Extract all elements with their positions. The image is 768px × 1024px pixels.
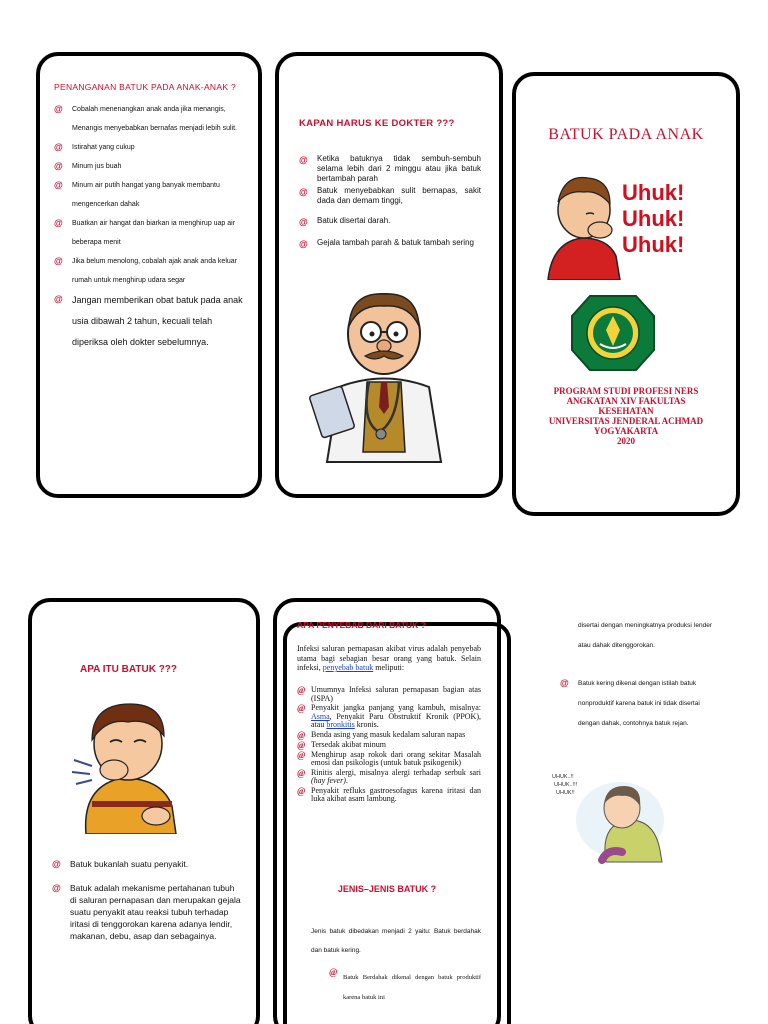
- bronkitis-link[interactable]: bronkitis: [326, 720, 355, 729]
- list-item: @ Batuk disertai darah.: [299, 216, 391, 227]
- uhuk-bubble-2: UHUK..!!!: [554, 782, 578, 788]
- panel-penanganan-batuk: [36, 52, 262, 498]
- at-bullet-icon: @: [297, 749, 306, 760]
- penyebab-batuk-link[interactable]: penyebab batuk: [322, 663, 374, 672]
- cover-title: BATUK PADA ANAK: [548, 126, 704, 143]
- uhuk-bubble-1: UHUK..!!: [552, 774, 574, 780]
- list-item: @ Batuk kering dikenal dengan istilah batuk nonproduktif karena batuk ini tidak disertai dengan dahak, contohnya batuk rejan.: [560, 674, 712, 734]
- doctor-illustration: [309, 282, 459, 468]
- asma-link[interactable]: Asma: [311, 711, 330, 721]
- list-item: @ Gejala tambah parah & batuk tambah sering: [299, 238, 474, 249]
- at-bullet-icon: @: [299, 155, 308, 165]
- at-bullet-icon: @: [329, 967, 338, 977]
- uhuk-bubble-3: UHUK!!: [556, 790, 575, 796]
- at-bullet-icon: @: [299, 239, 308, 249]
- panel-apa-itu-batuk: [28, 598, 260, 1024]
- uhuk-text-2: Uhuk!: [622, 206, 685, 231]
- at-bullet-icon: @: [297, 703, 306, 713]
- list-item: @ Umumnya Infeksi saluran pernapasan bagian atas (ISPA): [297, 685, 481, 703]
- at-bullet-icon: @: [54, 142, 63, 152]
- organization-name: PROGRAM STUDI PROFESI NERS ANGKATAN XIV FAKULTAS KESEHATAN UNIVERSITAS JENDERAL ACHMAD YOGYAKARTA 2020: [548, 386, 704, 446]
- list-item: @ Benda asing yang masuk kedalam saluran napas: [297, 729, 466, 740]
- at-bullet-icon: @: [297, 767, 306, 778]
- at-bullet-icon: @: [54, 294, 63, 304]
- list-item: @ Batuk adalah mekanisme pertahanan tubuh di saluran pernapasan dan merupakan gejala suatu penyakit atau reaksi tubuh terhadap iritasi di tenggorokan karena adanya lendir, makanan, debu, asap dan sebagainya.: [52, 883, 241, 941]
- at-bullet-icon: @: [54, 180, 63, 190]
- uhuk-text-3: Uhuk!: [622, 232, 685, 257]
- at-bullet-icon: @: [54, 218, 63, 228]
- at-bullet-icon: @: [54, 104, 63, 114]
- list-item: @ Batuk Berdahak dikenal dengan batuk produktif karena batuk ini: [329, 967, 481, 1001]
- panel-batuk-lanjutan: [552, 612, 728, 1024]
- list-item: @ Minum air putih hangat yang banyak membantu mengencerkan dahak: [54, 176, 246, 214]
- jenis-batuk-title: JENIS–JENIS BATUK ?: [337, 884, 437, 894]
- coughing-child-illustration: [52, 686, 228, 834]
- at-bullet-icon: @: [299, 217, 308, 227]
- list-item: @ Buatkan air hangat dan biarkan ia menghirup uap air beberapa menit: [54, 214, 246, 252]
- list-item: @ Istirahat yang cukup: [54, 138, 246, 157]
- at-bullet-icon: @: [297, 785, 306, 796]
- continuation-text: disertai dengan meningkatnya produksi lender atau dahak ditenggorokan.: [578, 622, 712, 649]
- penanganan-title: PENANGANAN BATUK PADA ANAK-ANAK ?: [54, 82, 236, 92]
- list-item: @ Batuk menyebabkan sulit bernapas, sakit dada dan demam tinggi,: [299, 186, 481, 205]
- panel-cover: [512, 72, 740, 516]
- at-bullet-icon: @: [54, 161, 63, 171]
- penanganan-list: [54, 100, 246, 353]
- apa-itu-list: [52, 858, 242, 954]
- kapan-title: KAPAN HARUS KE DOKTER ???: [299, 118, 455, 129]
- at-bullet-icon: @: [297, 685, 306, 695]
- kapan-list: [299, 154, 481, 260]
- list-item: @ Batuk bukanlah suatu penyakit.: [52, 859, 189, 869]
- list-item: @ Tersedak akibat minum: [297, 739, 386, 750]
- list-item: @ Jangan memberikan obat batuk pada anak usia dibawah 2 tahun, kecuali telah diperiksa oleh dokter sebelumnya.: [54, 290, 246, 353]
- list-item: @ Minum jus buah: [54, 157, 246, 176]
- at-bullet-icon: @: [297, 739, 306, 750]
- list-item: @ Penyakit jangka panjang yang kambuh, misalnya: Asma, Penyakit Paru Obstruktif Kronik (PPOK), atau bronkitis kronis.: [297, 703, 481, 729]
- list-item: @ Penyakit refluks gastroesofagus karena iritasi dan luka akibat asam lambung.: [297, 785, 481, 803]
- penyebab-intro: Infeksi saluran pernapasan akibat virus adalah penyebab utama bagi sebagian besar orang yang batuk. Selain infeksi, penyebab batuk meliputi:: [297, 644, 481, 672]
- uhuk-text-1: Uhuk!: [622, 180, 685, 205]
- coughing-toddler-illustration: [550, 764, 670, 864]
- at-bullet-icon: @: [54, 256, 63, 266]
- list-item: @ Jika belum menolong, cobalah ajak anak anda keluar rumah untuk menghirup udara segar: [54, 252, 246, 290]
- list-item: @ Menghirup asap rokok dari orang sekitar Masalah emosi dan psikologis (untuk batuk psikogenik): [297, 749, 481, 767]
- penyebab-list: [297, 686, 481, 805]
- coughing-boy-illustration: [538, 164, 714, 280]
- at-bullet-icon: @: [560, 678, 569, 688]
- apa-itu-title: APA ITU BATUK ???: [80, 664, 178, 675]
- penyebab-title: APA PENYEBAB DARI BATUK ?: [297, 620, 426, 630]
- at-bullet-icon: @: [299, 187, 308, 197]
- panel-penyebab-batuk: [273, 598, 513, 1024]
- at-bullet-icon: @: [52, 859, 61, 869]
- at-bullet-icon: @: [52, 883, 61, 893]
- list-item: @ Ketika batuknya tidak sembuh-sembuh selama lebih dari 2 minggu atau jika batuk bertambah parah: [299, 154, 481, 183]
- list-item: @ Rinitis alergi, misalnya alergi terhadap serbuk sari (hay fever).: [297, 767, 481, 785]
- panel-kapan-ke-dokter: [275, 52, 503, 498]
- list-item: @ Cobalah menenangkan anak anda jika menangis, Menangis menyebabkan bernafas menjadi lebih sulit.: [54, 100, 246, 138]
- jenis-batuk-text: Jenis batuk dibedakan menjadi 2 yaitu: Batuk berdahak dan batuk kering.: [311, 928, 481, 954]
- university-logo: [570, 294, 656, 372]
- at-bullet-icon: @: [297, 729, 306, 740]
